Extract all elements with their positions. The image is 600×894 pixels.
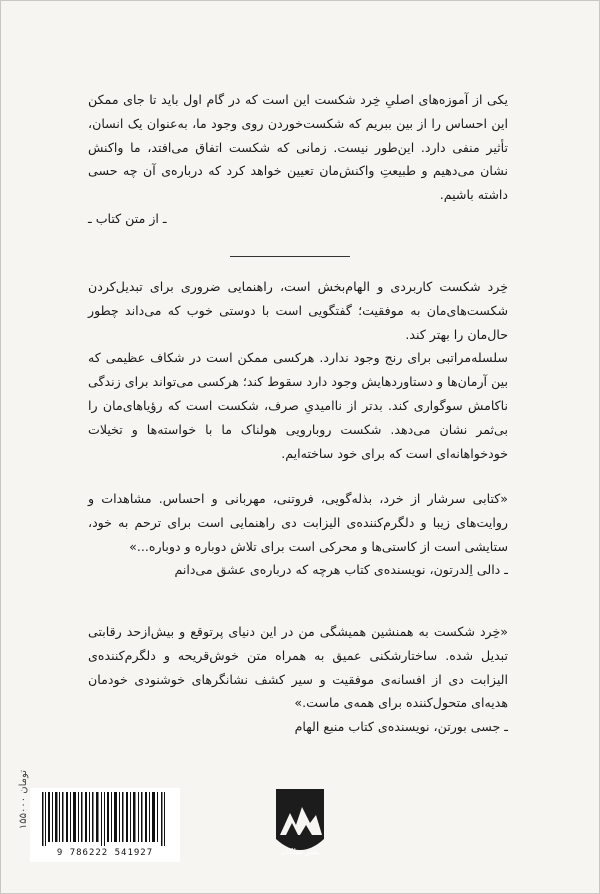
excerpt-block [88,88,508,230]
review-attribution: ـ جسی بورتن، نویسنده‌ی کتاب منبع الهام [294,719,508,735]
publisher-logo [272,789,328,857]
review-block-2 [88,620,508,738]
isbn-barcode [30,788,180,862]
description-paragraph-1: خِرد شکست کاربردی و الهام‌بخش است، راهنمایی ضروری برای تبدیل‌کردن شکست‌های‌مان به موفقیت؛ گفتگویی است با دوستی خوب که می‌داند چطور حال‌مان را بهتر کند. [88,279,508,342]
review-attribution: ـ دالی اِلدرتون، نویسنده‌ی کتاب هرچه که درباره‌ی عشق می‌دانم [174,562,508,578]
publisher-name: نشر میلکان [280,847,320,856]
description-block [88,275,508,465]
price-label: ۱۵۵۰۰۰ تومان [18,770,29,830]
section-divider [230,256,350,257]
excerpt-attribution: ـ از متن کتاب ـ [88,210,167,226]
description-paragraph-2: سلسله‌مراتبی برای رنج وجود ندارد. هرکسی ممکن است در شکاف عظیمی که بین آرمان‌ها و دستاوردهایش وجود دارد سقوط کند؛ هرکسی می‌تواند برای زندگی ناکامش سوگواری کند. بدتر از ناامیدیِ صرف، شکست است که رؤیاهای‌مان را بی‌ثمر نشان می‌دهد. شکست روبارویی هولناک ما با خواسته‌ها و تخیلات خودخواهانه‌ای است که برای خود ساخته‌ایم. [88,350,508,461]
review-block-1 [88,487,508,581]
isbn-digits: 9 786222 541927 [56,848,154,858]
excerpt-text: یکی از آموزه‌های اصلیِ خِرد شکست این است که در گام اول باید تا جای ممکن این احساس را از بین ببریم که شکست‌خوردن روی وجود ما، به‌عنوان یک انسان، تأثیر منفی دارد. این‌طور نیست. زمانی که شکست اتفاق می‌افتد، ما واکنش نشان می‌دهیم و طبیعتِ واکنش‌مان تعیین خواهد کرد که درباره‌ی آن چه حسی داشته باشیم. [88,92,508,203]
barcode-bars [30,788,180,848]
review-quote: «کتابی سرشار از خرد، بذله‌گویی، فروتنی، مهربانی و احساس. مشاهدات و روایت‌های زیبا و دلگرم‌کننده‌ی الیزابت دی راهنمایی است برای ترحم به خود، ستایشی است از کاستی‌ها و محرکی است برای تلاش دوباره و دوباره...» [88,491,508,554]
review-quote: «خِرد شکست به همنشین همیشگی من در این دنیای پرتوقع و بیش‌ازحد رقابتی تبدیل شده. ساختارشکنی عمیق به همراه متن خوش‌قریحه و دلگرم‌کننده‌ی الیزابت دی از افسانه‌ی موفقیت و سیر کشف نشانگرهای خوشنودی خودمان هدیه‌ای متحول‌کننده برای همه‌ی ماست.» [88,624,508,711]
